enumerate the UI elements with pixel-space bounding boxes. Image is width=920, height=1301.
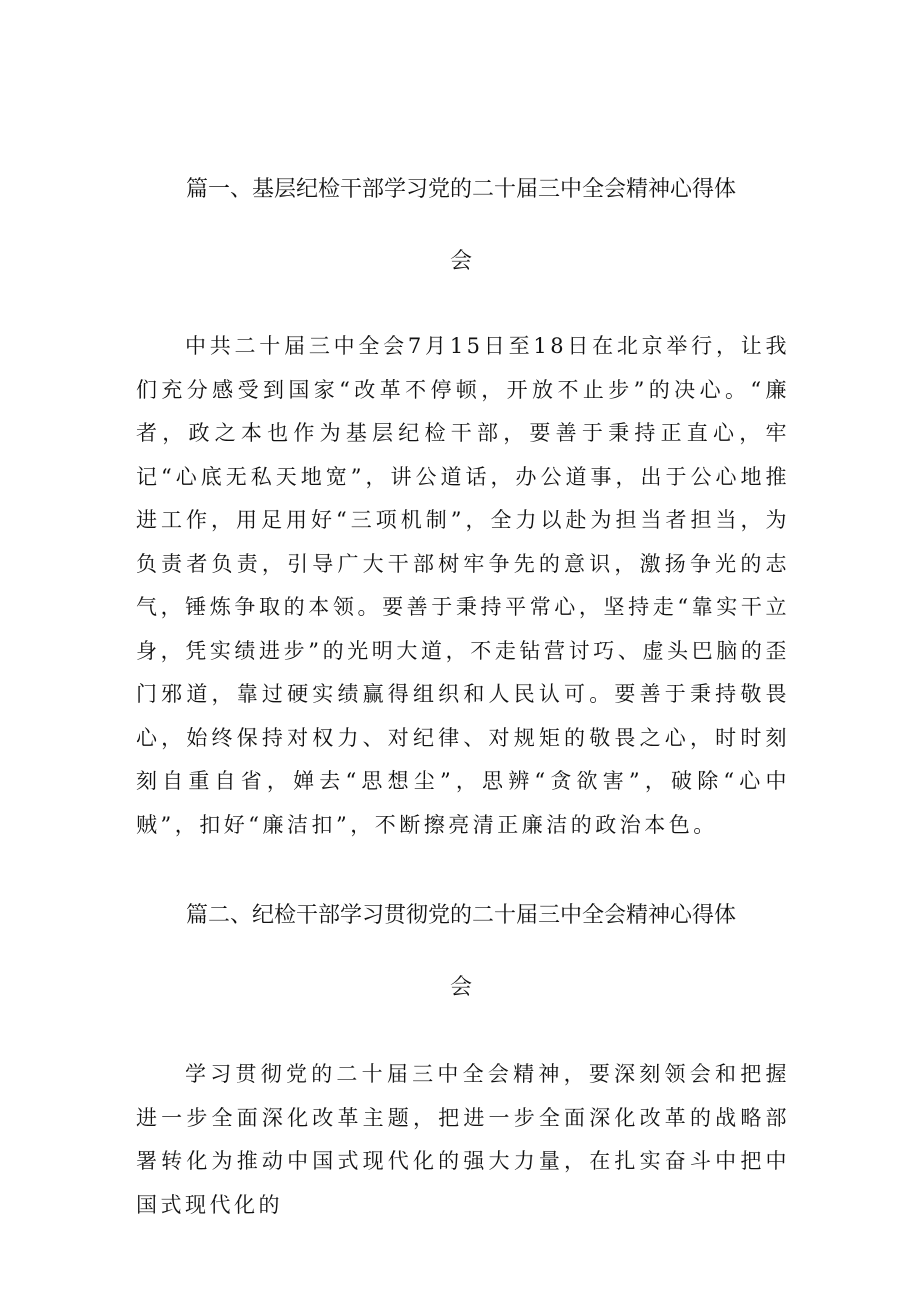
section-2-title (136, 880, 786, 1024)
section-2-paragraph: 学习贯彻党的二十届三中全会精神，要深刻领会和把握进一步全面深化改革主题，把进一步全面深化改革的战略部署转化为推动中国式现代化的强大力量，在扎实奋斗中把中国式现代化的 (136, 1062, 790, 1217)
section-1-paragraph: 中共二十届三中全会7月15日至18日在北京举行，让我们充分感受到国家“改革不停顿，开放不止步”的决心。“廉者，政之本也作为基层纪检干部，要善于秉持正直心，牢记“心底无私天地宽”，讲公道话，办公道事，出于公心地推进工作，用足用好“三项机制”，全力以赴为担当者担当，为负责者负责，引导广大干部树牢争先的意识，激扬争光的志气，锤炼争取的本领。要善于秉持平常心，坚持走“靠实干立身，凭实绩进步”的光明大道，不走钻营讨巧、虚头巴脑的歪门邪道，靠过硬实绩赢得组织和人民认可。要善于秉持敬畏心，始终保持对权力、对纪律、对规矩的敬畏之心，时时刻刻自重自省，婵去“思想尘”，思辨“贪欲害”，破除“心中贼”，扣好“廉洁扣”，不断擦亮清正廉洁的政治本色。 (136, 334, 790, 837)
section-2-title-line-2: 会 (449, 975, 472, 1000)
section-2-title-line-1: 篇二、纪检干部学习贯彻党的二十届三中全会精神心得体 (185, 903, 736, 928)
section-1-title (136, 154, 786, 298)
section-1-title-line-2: 会 (449, 249, 472, 274)
section-1-title-line-1: 篇一、基层纪检干部学习党的二十届三中全会精神心得体 (185, 177, 736, 202)
